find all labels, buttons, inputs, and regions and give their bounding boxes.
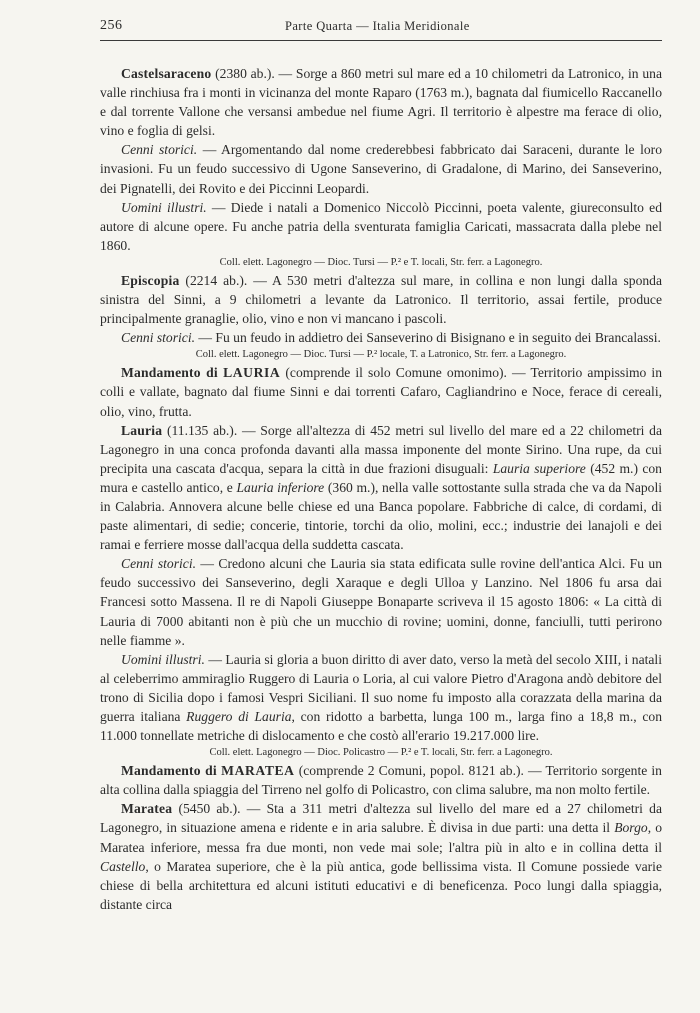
cenni-storici-episcopia (100, 328, 662, 347)
mandamento-prefix: Mandamento di (121, 365, 224, 381)
running-title: Parte Quarta — Italia Meridionale (285, 19, 470, 33)
section-label: Uomini illustri. (121, 199, 207, 215)
cenni-storici-lauria (100, 554, 662, 649)
entry-lauria (100, 421, 662, 555)
entry-text: (5450 ab.). — Sta a 311 metri d'altezza sul livello del mare ed a 27 chilometri da Lagonegro, in situazione amena e ridente e in aria salubre. È divisa in due parti: una detta il (100, 801, 662, 836)
lauria-inferiore: Lauria inferiore (236, 479, 325, 495)
mandamento-name: MARATEA (221, 763, 295, 779)
section-label: Cenni storici. (121, 330, 196, 346)
section-label: Cenni storici. (121, 142, 198, 158)
ship-name: Ruggero di Lauria (186, 709, 292, 724)
entry-text: (2214 ab.). — A 530 metri d'altezza sul mare, in collina e non lungi dalla sponda sinistra del Sinni, a 9 chilometri a levante da Latronico. Il territorio, assai fertile, produce principalmente granaglie, olio, vino e non vi mancano i pascoli. (100, 272, 662, 327)
mandamento-text: (comprende 2 Comuni, popol. 8121 ab.). — Territorio sorgente in alta collina dalla spiaggia del Tirreno nel golfo di Policastro, con clima salubre, ma non molto fertile. (100, 763, 662, 798)
entry-name: Lauria (121, 422, 163, 438)
page-number: 256 (100, 18, 123, 33)
entry-text: (2380 ab.). — Sorge a 860 metri sul mare ed a 10 chilometri da Latronico, in una valle rinchiusa fra i monti in vicinanza del monte Raparo (1763 m.), bagnata dal fiumicello Raccanello e dal torrente Vallone che versansi ambedue nel fiume Agri. Il territorio è alpestre ma ferace di olio, vino e foglia di gelsi. (100, 66, 662, 139)
entry-name: Castelsaraceno (121, 66, 212, 81)
caption-lauria: Coll. elett. Lagonegro — Dioc. Policastro — P.² e T. locali, Str. ferr. a Lagonegro. (209, 747, 553, 759)
entry-text: (360 m.), nella valle sottostante sulla strada che va da Napoli in Calabria. Annovera alcune belle chiese ed una Banca popolare. Fabbriche di calce, di cordami, di paste alimentari, di sedie; concerie, tintorie, torchi da olio, molini, ecc.; industrie dei lanajoli e dei ramai e ferriere mosse dall'acqua della suddetta cascata. (100, 479, 663, 553)
section-text: , con ridotto a barbetta, lunga 100 m., larga fino a 18,8 m., con 11.000 tonnellate metriche di dislocamento e che costò all'erario 19.217.000 lire. (100, 709, 662, 744)
cenni-storici-castelsaraceno (100, 140, 662, 197)
section-text: — Credono alcuni che Lauria sia stata edificata sulle rovine dell'antica Alci. Fu un feudo successivo dei Sanseverino, degli Xaraque e degli Ulloa y Lanzino. Nel 1806 fu arsa dai Francesi sotto Massena. Il re di Napoli Giuseppe Bonaparte scriveva il 15 agosto 1806: « La città di Lauria di 7000 abitanti non è più che un mucchio di rovine; uomini, donne, fanciulli, tutti perirono nelle fiamme ». (100, 556, 662, 648)
section-text: — Argomentando dal nome crederebbesi fabbricato dai Saraceni, durante le loro invasioni. Fu un feudo successivo di Ugone Sanseverino, di Gradalone, di Marino, dei Sanseverino, dei Pignatelli, dei Rovito e dei Piccinni Leopardi. (100, 142, 662, 196)
mandamento-lauria (100, 363, 662, 420)
entry-castelsaraceno (100, 64, 662, 140)
section-label: Cenni storici. (121, 556, 197, 572)
castello-label: Castello (100, 858, 146, 874)
mandamento-maratea (100, 761, 662, 799)
section-text: — Lauria si gloria a buon diritto di aver dato, verso la metà del secolo XIII, i natali al celeberrimo ammiraglio Ruggero di Lauria o Loria, al cui valore Pietro d'Aragona andò debitore del trono di Sicilia dopo i famosi Vespri Siciliani. Il suo nome fu imposto alla corazzata della marina da guerra italiana (100, 651, 662, 724)
entry-text: , o Maratea superiore, che è la più antica, gode bellissima vista. Il Comune possiede varie chiese di bella architettura ed alcuni istituti educativi e di beneficenza. Poco lungi dalla spiaggia, distante circa (100, 858, 662, 912)
mandamento-text: (comprende il solo Comune omonimo). — Territorio ampissimo in colli e vallate, bagnato dal fiume Sinni e dai torrenti Cafaro, Cagliandrino e Noce, ferace di cereali, olio, vino, frutta. (100, 365, 662, 419)
section-text: — Fu un feudo in addietro dei Sanseverino di Bisignano e in seguito dei Brancalassi. (195, 330, 661, 346)
borgo-label: Borgo (614, 820, 648, 836)
entry-text: (11.135 ab.). — Sorge all'altezza di 452 metri sul livello del mare ed a 22 chilometri da Lagonegro in una conca profonda davanti alla massa imponente del monte Sirino. Una rupe, da cui precipita una cascata d'acqua, separa la città in due frazioni disuguali: (100, 422, 662, 476)
page-body (100, 64, 662, 914)
entry-name: Episcopia (121, 272, 180, 288)
entry-text: , o Maratea inferiore, messa fra due monti, non vede mai sole; l'altra più in alto e in collina detta il (100, 820, 662, 855)
lauria-superiore: Lauria superiore (492, 460, 586, 476)
mandamento-prefix: Mandamento di (121, 763, 222, 779)
entry-name: Maratea (121, 801, 173, 817)
caption-episcopia: Coll. elett. Lagonegro — Dioc. Tursi — P.² locale, T. a Latronico, Str. ferr. a Lagonegro. (195, 349, 567, 361)
entry-text: (452 m.) con mura e castello antico, e (100, 460, 662, 495)
entry-episcopia (100, 271, 662, 328)
uomini-illustri-lauria (100, 650, 662, 745)
page-header (100, 18, 662, 41)
section-text: — Diede i natali a Domenico Niccolò Piccinni, poeta valente, giureconsulto ed autore di alcune opere. Fu anche patria della sventurata famiglia Caricati, massacrata dalla plebe nel 1860. (100, 199, 662, 253)
mandamento-name: LAURIA (223, 365, 281, 381)
uomini-illustri-castelsaraceno (100, 198, 662, 255)
caption-castelsaraceno: Coll. elett. Lagonegro — Dioc. Tursi — P.² e T. locali, Str. ferr. a Lagonegro. (219, 256, 543, 268)
section-label: Uomini illustri. (121, 651, 205, 667)
entry-maratea (100, 799, 662, 914)
